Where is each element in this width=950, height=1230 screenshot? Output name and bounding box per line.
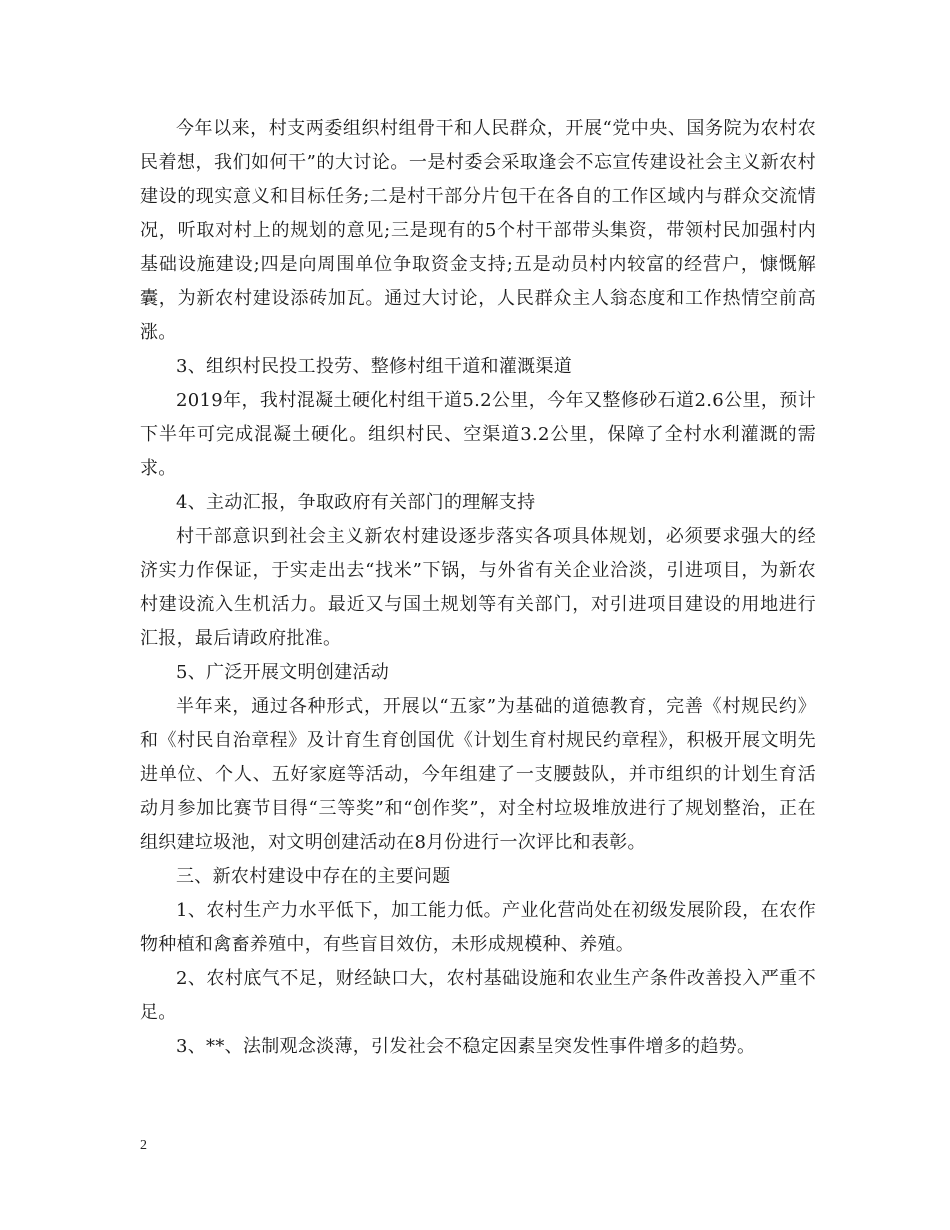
page-number: 2 <box>140 1138 147 1153</box>
paragraph-roads: 2019年，我村混凝土硬化村组干道5.2公里，今年又整修砂石道2.6公里，预计下半年可完成混凝土硬化。组织村民、空渠道3.2公里，保障了全村水利灌溉的需求。 <box>140 390 816 479</box>
paragraph-reporting: 村干部意识到社会主义新农村建设逐步落实各项具体规划，必须要求强大的经济实力作保证，于实走出去“找米”下锅，与外省有关企业洽淡，引进项目，为新农村建设流入生机活力。最近又与国土规划等有关部门，对引进项目建设的用地进行汇报，最后请政府批准。 <box>140 526 816 649</box>
heading-item-5: 5、广泛开展文明创建活动 <box>176 662 390 683</box>
section-heading-problems: 三、新农村建设中存在的主要问题 <box>176 866 451 887</box>
document-body <box>140 112 816 1064</box>
problem-item-3: 3、**、法制观念淡薄，引发社会不稳定因素呈突发性事件增多的趋势。 <box>176 1036 756 1057</box>
problem-item-2: 2、农村底气不足，财经缺口大，农村基础设施和农业生产条件改善投入严重不足。 <box>140 968 816 1023</box>
paragraph-discussion: 今年以来，村支两委组织村组骨干和人民群众，开展“党中央、国务院为农村农民着想，我们如何干”的大讨论。一是村委会采取逢会不忘宣传建设社会主义新农村建设的现实意义和目标任务;二是村干部分片包干在各自的工作区域内与群众交流情况，听取对村上的规划的意见;三是现有的5个村干部带头集资，带领村民加强村内基础设施建设;四是向周围单位争取资金支持;五是动员村内较富的经营户，慷慨解囊，为新农村建设添砖加瓦。通过大讨论，人民群众主人翁态度和工作热情空前高涨。 <box>140 118 816 343</box>
heading-item-3: 3、组织村民投工投劳、整修村组干道和灌溉渠道 <box>176 356 573 377</box>
problem-item-1: 1、农村生产力水平低下，加工能力低。产业化营尚处在初级发展阶段，在农作物种植和禽畜养殖中，有些盲目效仿，未形成规模种、养殖。 <box>140 900 816 955</box>
heading-item-4: 4、主动汇报，争取政府有关部门的理解支持 <box>176 492 536 513</box>
paragraph-civilization: 半年来，通过各种形式，开展以“五家”为基础的道德教育，完善《村规民约》和《村民自治章程》及计育生育创国优《计划生育村规民约章程》，积极开展文明先进单位、个人、五好家庭等活动，今年组建了一支腰鼓队，并市组织的计划生育活动月参加比赛节目得“三等奖”和“创作奖”，对全村垃圾堆放进行了规划整治，正在组织建垃圾池，对文明创建活动在8月份进行一次评比和表彰。 <box>140 696 816 853</box>
